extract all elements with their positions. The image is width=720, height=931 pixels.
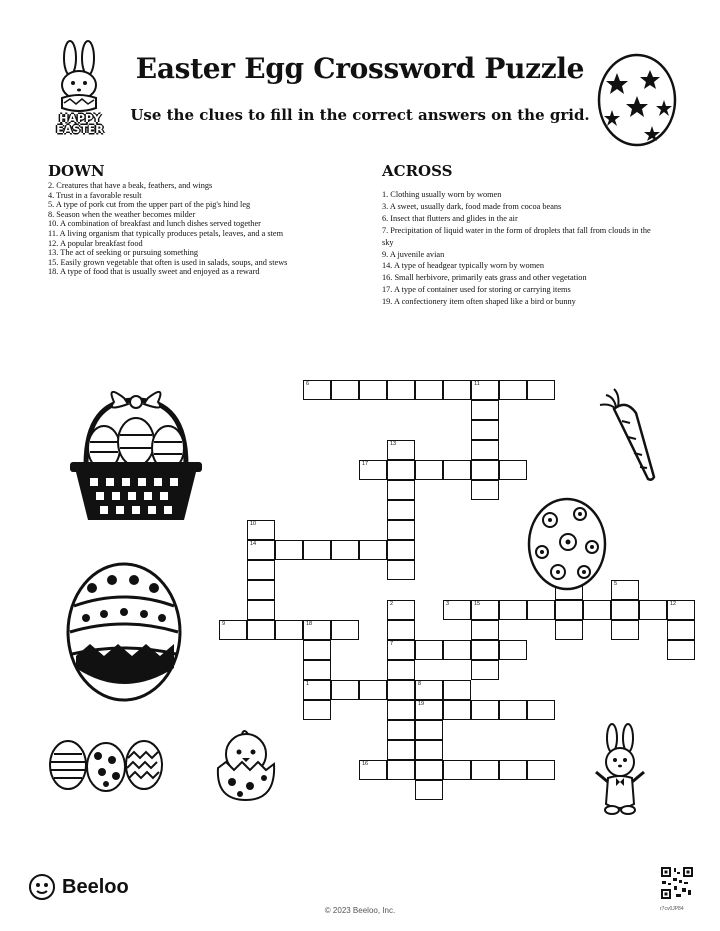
grid-cell[interactable] [219,620,247,640]
grid-cell[interactable] [247,580,275,600]
grid-cell[interactable] [443,600,471,620]
grid-cell[interactable] [443,700,471,720]
grid-cell[interactable] [443,380,471,400]
grid-cell[interactable] [583,600,611,620]
cell-number: 16 [362,761,369,767]
grid-cell[interactable] [275,620,303,640]
qr-code-icon[interactable] [660,866,694,900]
down-clue: 12. A popular breakfast food [48,238,143,248]
grid-cell[interactable] [667,620,695,640]
grid-cell[interactable] [471,760,499,780]
chick-in-egg-icon [210,728,282,804]
grid-cell[interactable] [331,380,359,400]
grid-cell[interactable] [639,600,667,620]
grid-cell[interactable] [303,540,331,560]
carrot-icon [592,385,662,485]
down-clue: 8. Season when the weather becomes milder [48,209,196,219]
grid-cell[interactable] [555,600,583,620]
cell-number: 11 [474,381,480,387]
grid-cell[interactable] [387,660,415,680]
grid-cell[interactable] [331,680,359,700]
down-clue: 13. The act of seeking or pursuing something [48,248,199,258]
grid-cell[interactable] [415,680,443,700]
grid-cell[interactable] [611,580,639,600]
grid-cell[interactable] [387,480,415,500]
grid-cell[interactable] [387,520,415,540]
cell-number: 7 [390,641,394,647]
grid-cell[interactable] [415,700,443,720]
down-clue: 2. Creatures that have a beak, feathers, and wings [48,181,213,190]
page-title: Easter Egg Crossword Puzzle [135,52,585,85]
across-clue: 14. A type of headgear typically worn by women [382,261,544,271]
bunny-icon [590,722,650,817]
grid-cell[interactable] [303,620,331,640]
grid-cell[interactable] [387,760,415,780]
grid-cell[interactable] [359,540,387,560]
grid-cell[interactable] [359,680,387,700]
grid-cell[interactable] [527,380,555,400]
down-clue-list [48,181,303,277]
grid-cell[interactable] [443,460,471,480]
grid-cell[interactable] [303,640,331,660]
down-clue: 15. Easily grown vegetable that often is used in salads, soups, and stews [48,257,288,267]
grid-cell[interactable] [387,740,415,760]
cell-number: 6 [306,381,310,387]
grid-cell[interactable] [527,700,555,720]
grid-cell[interactable] [387,460,415,480]
across-clue: 9. A juvenile avian [382,249,445,259]
grid-cell[interactable] [527,600,555,620]
grid-cell[interactable] [359,460,387,480]
grid-cell[interactable] [415,380,443,400]
cell-number: 17 [362,461,369,467]
grid-cell[interactable] [443,680,471,700]
grid-cell[interactable] [499,460,527,480]
grid-cell[interactable] [247,560,275,580]
grid-cell[interactable] [387,700,415,720]
cell-number: 15 [474,601,481,607]
grid-cell[interactable] [471,480,499,500]
grid-cell[interactable] [555,620,583,640]
cell-number: 10 [250,521,257,527]
grid-cell[interactable] [387,600,415,620]
page-subtitle: Use the clues to fill in the correct answers on the grid. [130,106,590,124]
grid-cell[interactable] [247,540,275,560]
grid-cell[interactable] [387,500,415,520]
grid-cell[interactable] [471,620,499,640]
across-clue-list [382,189,657,308]
grid-cell[interactable] [471,640,499,660]
grid-cell[interactable] [331,540,359,560]
grid-cell[interactable] [667,600,695,620]
grid-cell[interactable] [443,640,471,660]
grid-cell[interactable] [387,440,415,460]
down-clue: 5. A type of pork cut from the upper part of the pig's hind leg [48,200,251,210]
down-clue: 4. Trust in a favorable result [48,190,142,200]
down-clue: 11. A living organism that typically produces petals, leaves, and a stem [48,228,284,238]
grid-cell[interactable] [247,620,275,640]
down-clue: 18. A type of food that is usually sweet and enjoyed as a reward [48,267,260,277]
across-clue: 7. Precipitation of liquid water in the form of droplets that fall from clouds in the sky [382,225,651,247]
grid-cell[interactable] [471,380,499,400]
grid-cell[interactable] [387,380,415,400]
grid-cell[interactable] [387,680,415,700]
cell-number: 1 [306,681,310,687]
grid-cell[interactable] [611,600,639,620]
grid-cell[interactable] [387,560,415,580]
grid-cell[interactable] [443,760,471,780]
grid-cell[interactable] [611,620,639,640]
grid-cell[interactable] [303,660,331,680]
grid-cell[interactable] [247,520,275,540]
grid-cell[interactable] [387,540,415,560]
grid-cell[interactable] [499,600,527,620]
star-egg-icon [592,48,682,148]
across-clue: 3. A sweet, usually dark, food made from cocoa beans [382,201,562,211]
badge-line-1: HAPPY [59,112,101,125]
grid-cell[interactable] [471,400,499,420]
grid-cell[interactable] [667,640,695,660]
across-clue: 1. Clothing usually worn by women [382,190,502,199]
grid-cell[interactable] [331,620,359,640]
qr-code-id: r7cv0JP84 [660,906,684,912]
grid-cell[interactable] [471,440,499,460]
grid-cell[interactable] [359,760,387,780]
cell-number: 5 [614,581,618,587]
grid-cell[interactable] [499,700,527,720]
cell-number: 14 [250,541,257,547]
three-eggs-icon [46,738,166,793]
cell-number: 18 [306,621,313,627]
grid-cell[interactable] [471,460,499,480]
grid-cell[interactable] [359,380,387,400]
grid-cell[interactable] [471,600,499,620]
cell-number: 19 [418,701,425,707]
across-clue: 19. A confectionery item often shaped like a bird or bunny [382,297,576,307]
grid-cell[interactable] [247,600,275,620]
grid-cell[interactable] [387,620,415,640]
grid-cell[interactable] [499,640,527,660]
cell-number: 2 [390,601,394,607]
across-clue: 6. Insect that flutters and glides in the air [382,213,518,223]
brand-name: Beeloo [62,876,129,898]
down-heading: DOWN [48,162,105,180]
across-clue: 16. Small herbivore, primarily eats grass and other vegetation [382,273,587,283]
grid-cell[interactable] [471,700,499,720]
cell-number: 3 [446,601,450,607]
copyright: © 2023 Beeloo, Inc. [324,906,396,915]
cell-number: 9 [222,621,226,627]
grid-cell[interactable] [471,660,499,680]
grid-cell[interactable] [499,380,527,400]
grid-cell[interactable] [415,780,443,800]
across-heading: ACROSS [382,162,453,180]
grid-cell[interactable] [415,760,443,780]
grid-cell[interactable] [303,380,331,400]
cell-number: 8 [418,681,422,687]
grid-cell[interactable] [471,420,499,440]
cell-number: 12 [670,601,677,607]
grid-cell[interactable] [415,460,443,480]
beeloo-logo-icon [28,873,56,901]
grid-cell[interactable] [499,760,527,780]
easter-basket-icon [66,380,206,525]
grid-cell[interactable] [387,640,415,660]
grid-cell[interactable] [415,740,443,760]
grid-cell[interactable] [387,720,415,740]
flower-egg-icon [522,492,612,592]
grid-cell[interactable] [303,700,331,720]
across-clue: 17. A type of container used for storing or carrying items [382,285,571,295]
grid-cell[interactable] [275,540,303,560]
grid-cell[interactable] [527,760,555,780]
badge-line-2: EASTER [56,123,104,136]
cell-number: 13 [390,441,397,447]
patterned-egg-icon [62,558,187,703]
down-clue: 10. A combination of breakfast and lunch dishes served together [48,219,261,229]
grid-cell[interactable] [303,680,331,700]
grid-cell[interactable] [415,640,443,660]
grid-cell[interactable] [415,720,443,740]
